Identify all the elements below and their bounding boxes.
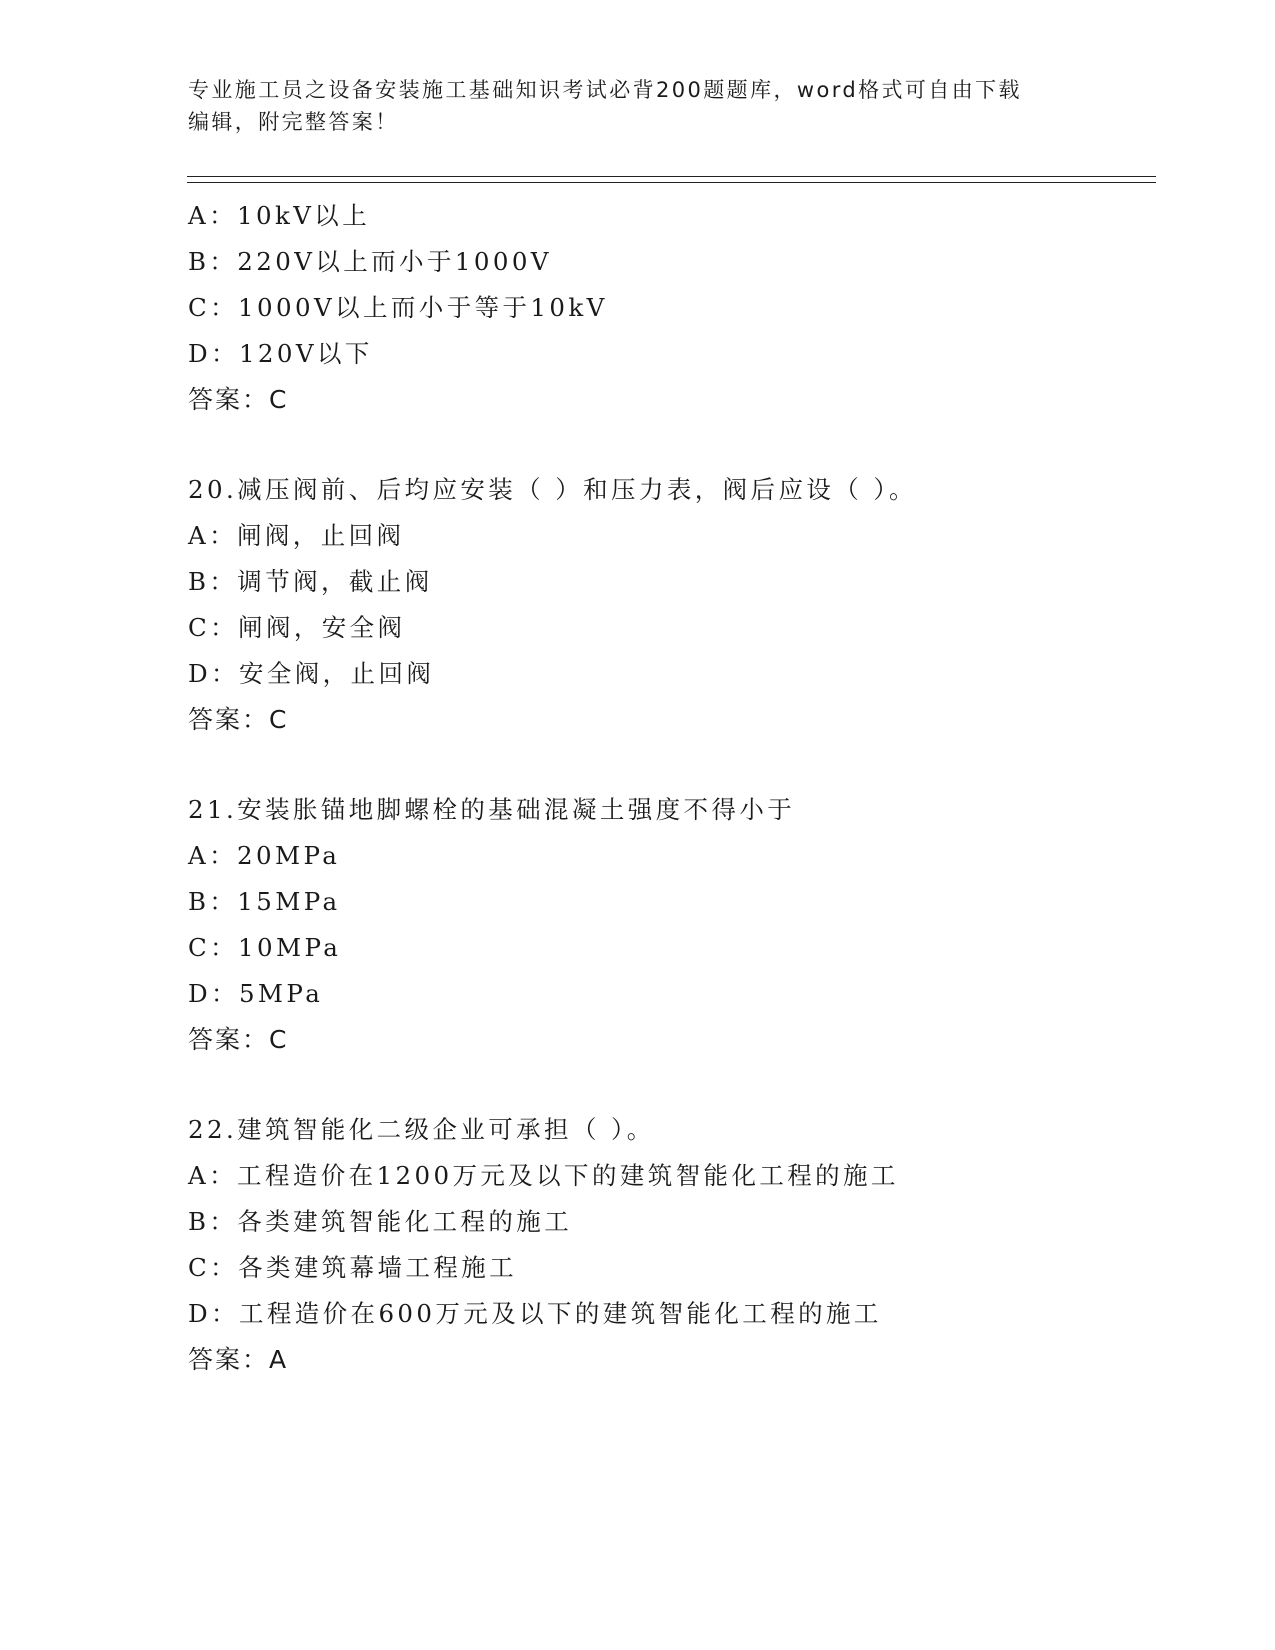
- header-title-line-1: 专业施工员之设备安装施工基础知识考试必背200题题库，word格式可自由下载: [188, 78, 1022, 102]
- option-d: D：5MPa: [188, 979, 324, 1008]
- header-title-line-2: 编辑，附完整答案！: [188, 110, 399, 134]
- option-a: A：10kV以上: [188, 201, 371, 230]
- block-spacer: [188, 423, 1148, 467]
- header-divider-bottom: [187, 182, 1156, 183]
- answer-line: 答案：C: [188, 1025, 289, 1054]
- option-d: D：120V以下: [188, 339, 373, 368]
- question-text: 21.安装胀锚地脚螺栓的基础混凝土强度不得小于: [188, 795, 796, 824]
- document-header: [188, 74, 1088, 138]
- question-text: 20.减压阀前、后均应安装（ ）和压力表，阀后应设（ ）。: [188, 475, 917, 504]
- answer-line: 答案：A: [188, 1345, 289, 1374]
- question-block-21: [188, 787, 1148, 1063]
- block-spacer: [188, 1063, 1148, 1107]
- option-b: B：调节阀，截止阀: [188, 567, 433, 596]
- option-d: D：工程造价在600万元及以下的建筑智能化工程的施工: [188, 1299, 882, 1328]
- option-b: B：15MPa: [188, 887, 341, 916]
- answer-line: 答案：C: [188, 385, 289, 414]
- question-list: [188, 193, 1148, 1383]
- option-c: C：1000V以上而小于等于10kV: [188, 293, 608, 322]
- option-c: C：10MPa: [188, 933, 342, 962]
- option-c: C：各类建筑幕墙工程施工: [188, 1253, 518, 1282]
- option-a: A：20MPa: [188, 841, 341, 870]
- question-block-20: [188, 467, 1148, 743]
- option-d: D：安全阀，止回阀: [188, 659, 435, 688]
- question-text: 22.建筑智能化二级企业可承担（ ）。: [188, 1115, 655, 1144]
- header-divider-top: [187, 176, 1156, 177]
- option-b: B：各类建筑智能化工程的施工: [188, 1207, 573, 1236]
- question-block-19: [188, 193, 1148, 423]
- option-a: A：闸阀，止回阀: [188, 521, 405, 550]
- question-block-22: [188, 1107, 1148, 1383]
- answer-line: 答案：C: [188, 705, 289, 734]
- option-b: B：220V以上而小于1000V: [188, 247, 552, 276]
- block-spacer: [188, 743, 1148, 787]
- option-c: C：闸阀，安全阀: [188, 613, 406, 642]
- option-a: A：工程造价在1200万元及以下的建筑智能化工程的施工: [188, 1161, 899, 1190]
